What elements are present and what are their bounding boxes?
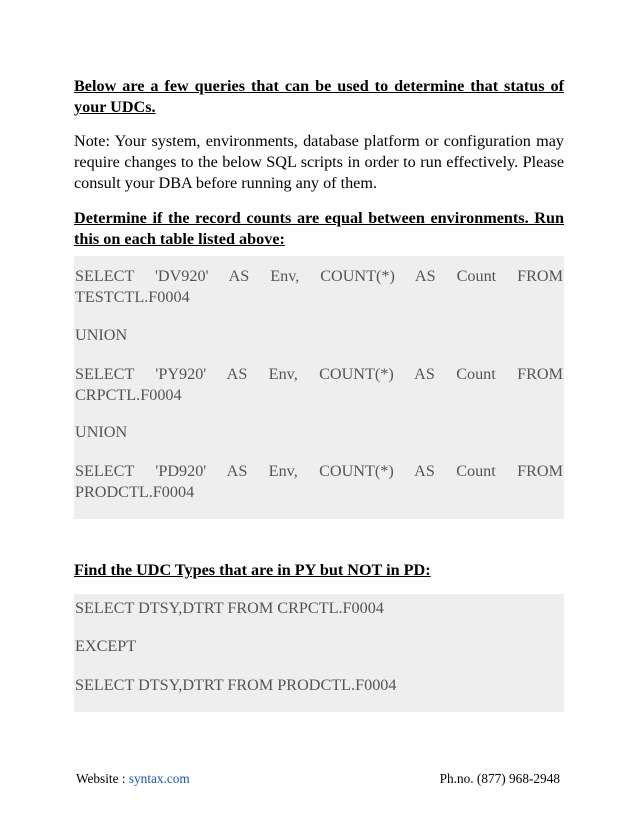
query-line-select-prodctl: SELECT DTSY,DTRT FROM PRODCTL.F0004 xyxy=(75,676,397,694)
record-count-query-block xyxy=(74,256,564,519)
query-line-py920: SELECT 'PY920' AS Env, COUNT(*) AS Count FROM xyxy=(75,365,563,383)
note-paragraph: Note: Your system, environments, database platform or configuration may require changes to the below SQL scripts in order to run effectively. Please consult your DBA before running any of them. xyxy=(74,132,564,192)
section-heading-record-counts: Determine if the record counts are equal between environments. Run this on each table listed above: xyxy=(74,209,564,248)
website-label: Website : xyxy=(76,771,129,786)
query-line-pd920: SELECT 'PD920' AS Env, COUNT(*) AS Count FROM xyxy=(75,462,563,480)
section-heading-status: Below are a few queries that can be used to determine that status of your UDCs. xyxy=(74,77,564,116)
section-heading-udc-types: Find the UDC Types that are in PY but NOT in PD: xyxy=(74,561,431,579)
query-line-prodctl-table: PRODCTL.F0004 xyxy=(75,483,195,501)
footer-website xyxy=(76,770,190,788)
query-union-2: UNION xyxy=(75,423,128,441)
footer-phone: Ph.no. (877) 968-2948 xyxy=(439,771,560,786)
query-union-1: UNION xyxy=(75,326,128,344)
query-line-select-crpctl: SELECT DTSY,DTRT FROM CRPCTL.F0004 xyxy=(75,599,384,617)
query-line-crpctl-table: CRPCTL.F0004 xyxy=(75,386,182,404)
query-line-dv920: SELECT 'DV920' AS Env, COUNT(*) AS Count FROM xyxy=(75,267,563,285)
query-except: EXCEPT xyxy=(75,637,137,655)
website-link[interactable]: syntax.com xyxy=(128,771,190,786)
udc-types-query-block xyxy=(74,594,564,712)
query-line-testctl-table: TESTCTL.F0004 xyxy=(75,288,190,306)
